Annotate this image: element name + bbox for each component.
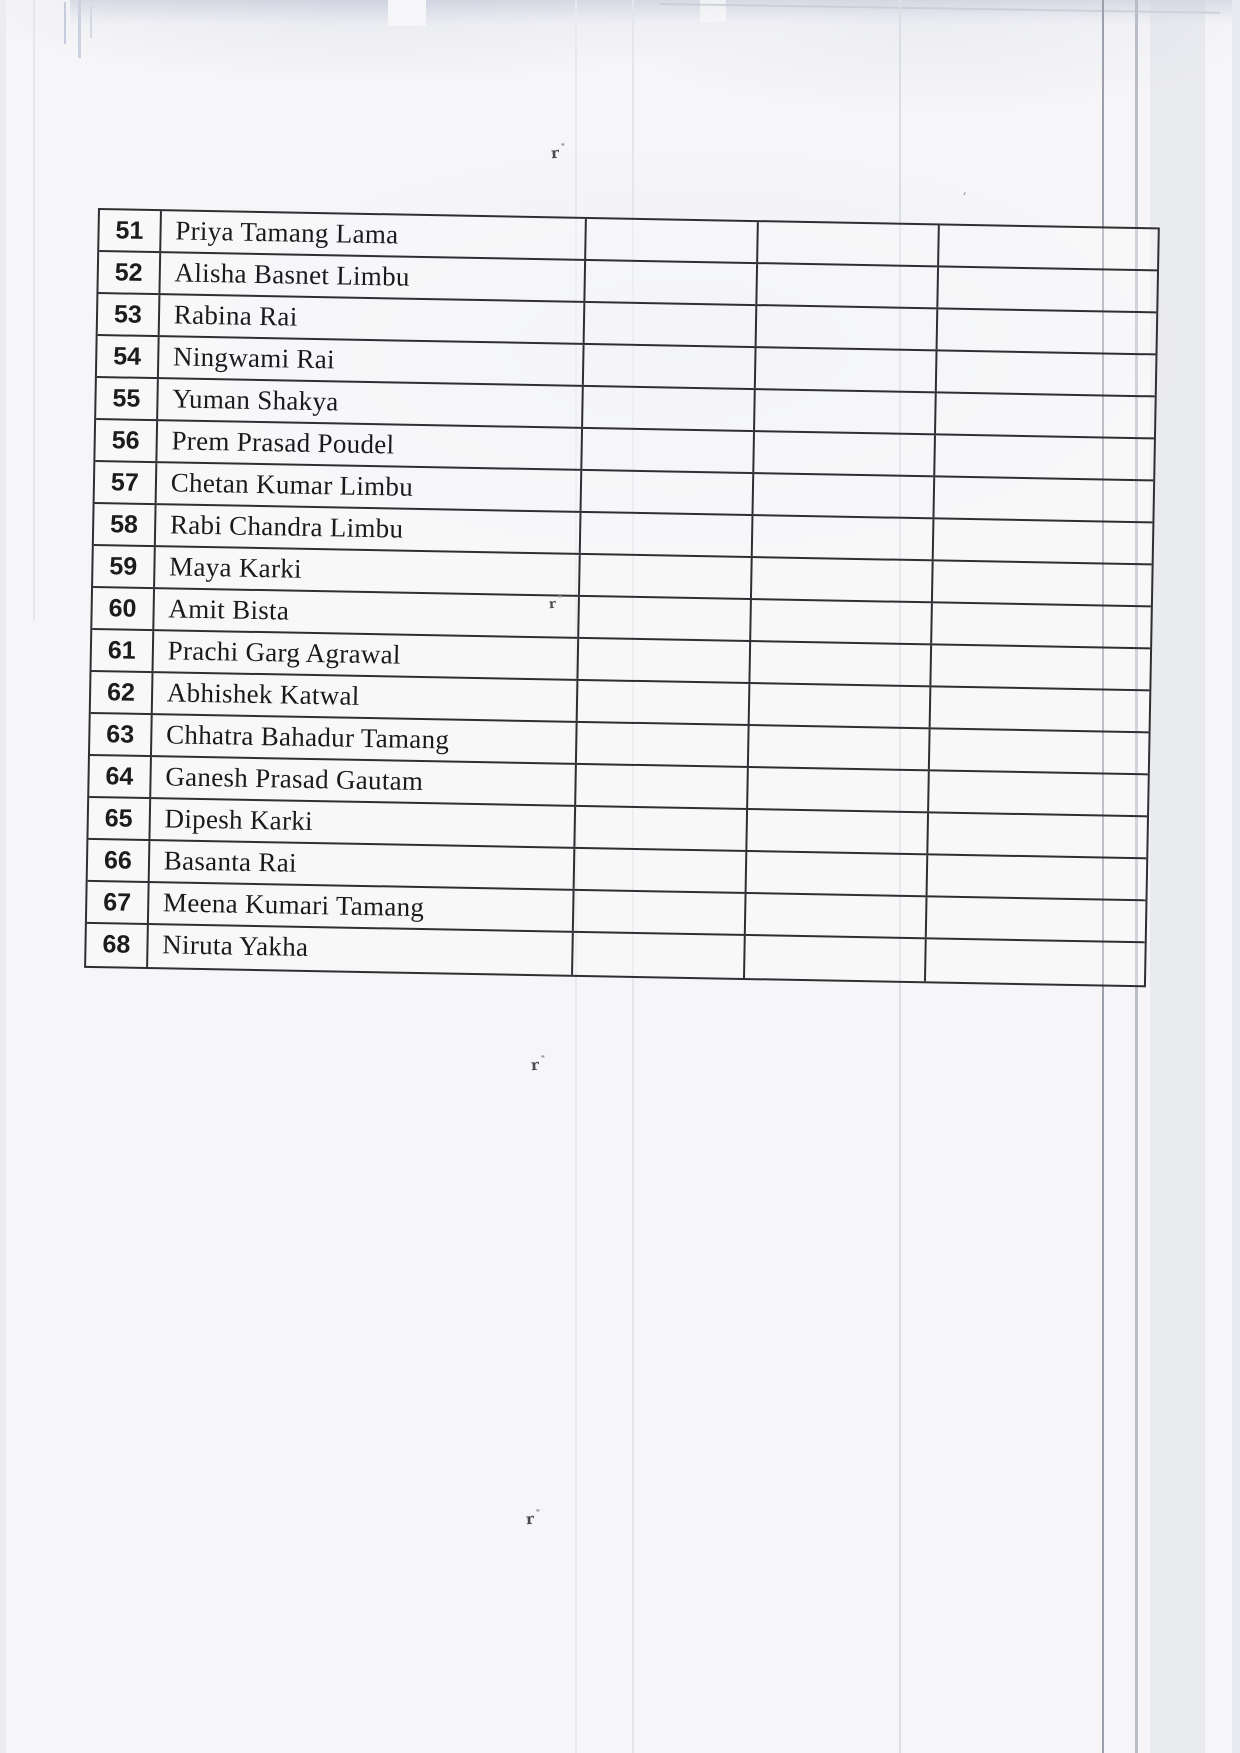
row-number-cell: 51 bbox=[99, 210, 161, 251]
row-name-cell: Alisha Basnet Limbu bbox=[160, 253, 586, 301]
empty-cell bbox=[577, 723, 749, 766]
empty-cell bbox=[752, 516, 934, 559]
empty-cell bbox=[582, 429, 754, 472]
scan-top-band bbox=[70, 0, 1240, 26]
empty-cell bbox=[754, 432, 936, 475]
row-number-cell: 61 bbox=[92, 630, 154, 671]
empty-cell bbox=[938, 267, 1157, 311]
row-name-cell: Maya Karki bbox=[155, 547, 581, 595]
row-name-cell: Meena Kumari Tamang bbox=[149, 883, 575, 931]
empty-cell bbox=[573, 933, 745, 978]
row-name-cell: Dipesh Karki bbox=[150, 799, 576, 847]
empty-cell bbox=[753, 474, 935, 517]
table-rows bbox=[86, 210, 1158, 985]
empty-cell bbox=[749, 684, 931, 727]
empty-cell bbox=[580, 555, 752, 598]
row-name-cell: Rabina Rai bbox=[159, 295, 585, 343]
empty-cell bbox=[574, 891, 746, 934]
row-name-cell: Niruta Yakha bbox=[148, 925, 574, 975]
empty-cell bbox=[927, 897, 1146, 941]
empty-cell bbox=[928, 813, 1147, 857]
name-list-table bbox=[84, 208, 1160, 987]
empty-cell bbox=[750, 642, 932, 685]
empty-cell bbox=[579, 597, 751, 640]
empty-cell bbox=[937, 309, 1156, 353]
empty-cell bbox=[927, 855, 1146, 899]
row-number-cell: 60 bbox=[92, 588, 154, 629]
empty-cell bbox=[578, 681, 750, 724]
row-number-cell: 64 bbox=[89, 756, 151, 797]
page-left-edge-line bbox=[33, 0, 35, 620]
empty-cell bbox=[746, 852, 928, 895]
page-left-edge bbox=[0, 0, 6, 1753]
empty-cell bbox=[926, 939, 1145, 985]
empty-cell bbox=[934, 519, 1153, 563]
empty-cell bbox=[748, 768, 930, 811]
empty-cell bbox=[583, 387, 755, 430]
empty-cell bbox=[755, 390, 937, 433]
empty-cell bbox=[756, 306, 938, 349]
row-name-cell: Prachi Garg Agrawal bbox=[153, 631, 579, 679]
row-number-cell: 55 bbox=[96, 378, 158, 419]
empty-cell bbox=[586, 261, 758, 304]
row-name-cell: Basanta Rai bbox=[149, 841, 575, 889]
empty-cell bbox=[585, 303, 757, 346]
empty-cell bbox=[932, 603, 1151, 647]
empty-cell bbox=[579, 639, 751, 682]
empty-cell bbox=[751, 600, 933, 643]
row-number-cell: 66 bbox=[88, 840, 150, 881]
empty-cell bbox=[576, 765, 748, 808]
empty-cell bbox=[930, 729, 1149, 773]
empty-cell bbox=[576, 807, 748, 850]
row-number-cell: 67 bbox=[87, 882, 149, 923]
empty-cell bbox=[584, 345, 756, 388]
empty-cell bbox=[939, 225, 1158, 269]
row-number-cell: 53 bbox=[98, 294, 160, 335]
empty-cell bbox=[937, 351, 1156, 395]
row-number-cell: 62 bbox=[91, 672, 153, 713]
scan-speck: ’ bbox=[960, 189, 968, 205]
scan-dash bbox=[90, 6, 92, 38]
row-number-cell: 54 bbox=[97, 336, 159, 377]
scan-speck: r bbox=[530, 1055, 540, 1075]
scan-speck: r bbox=[548, 596, 557, 613]
empty-cell bbox=[933, 561, 1152, 605]
row-name-cell: Chetan Kumar Limbu bbox=[156, 463, 582, 511]
empty-cell bbox=[757, 264, 939, 307]
empty-cell bbox=[751, 558, 933, 601]
row-number-cell: 57 bbox=[95, 462, 157, 503]
row-name-cell: Priya Tamang Lama bbox=[161, 211, 587, 259]
empty-cell bbox=[935, 435, 1154, 479]
row-number-cell: 63 bbox=[90, 714, 152, 755]
empty-cell bbox=[582, 471, 754, 514]
empty-cell bbox=[745, 894, 927, 937]
row-number-cell: 68 bbox=[86, 924, 149, 967]
empty-cell bbox=[931, 645, 1150, 689]
empty-cell bbox=[758, 222, 940, 265]
row-name-cell: Yuman Shakya bbox=[158, 379, 584, 427]
empty-cell bbox=[575, 849, 747, 892]
row-name-cell: Ningwami Rai bbox=[159, 337, 585, 385]
row-number-cell: 52 bbox=[98, 252, 160, 293]
page-right-edge bbox=[1232, 0, 1240, 1753]
empty-cell bbox=[745, 936, 927, 981]
row-name-cell: Abhishek Katwal bbox=[153, 673, 579, 721]
row-number-cell: 65 bbox=[88, 798, 150, 839]
row-name-cell: Ganesh Prasad Gautam bbox=[151, 757, 577, 805]
empty-cell bbox=[586, 219, 758, 262]
row-name-cell: Prem Prasad Poudel bbox=[157, 421, 583, 469]
scan-speck: r bbox=[550, 143, 560, 163]
empty-cell bbox=[747, 810, 929, 853]
row-name-cell: Amit Bista bbox=[154, 589, 580, 637]
row-name-cell: Rabi Chandra Limbu bbox=[156, 505, 582, 553]
scan-dash bbox=[64, 2, 66, 44]
empty-cell bbox=[929, 771, 1148, 815]
empty-cell bbox=[581, 513, 753, 556]
row-number-cell: 56 bbox=[95, 420, 157, 461]
row-number-cell: 59 bbox=[93, 546, 155, 587]
empty-cell bbox=[755, 348, 937, 391]
empty-cell bbox=[748, 726, 930, 769]
empty-cell bbox=[936, 393, 1155, 437]
empty-cell bbox=[930, 687, 1149, 731]
empty-cell bbox=[934, 477, 1153, 521]
row-name-cell: Chhatra Bahadur Tamang bbox=[152, 715, 578, 763]
scan-speck: r bbox=[525, 1509, 535, 1529]
scan-top-band-gap bbox=[388, 0, 426, 26]
row-number-cell: 58 bbox=[94, 504, 156, 545]
scan-dash bbox=[78, 0, 81, 58]
